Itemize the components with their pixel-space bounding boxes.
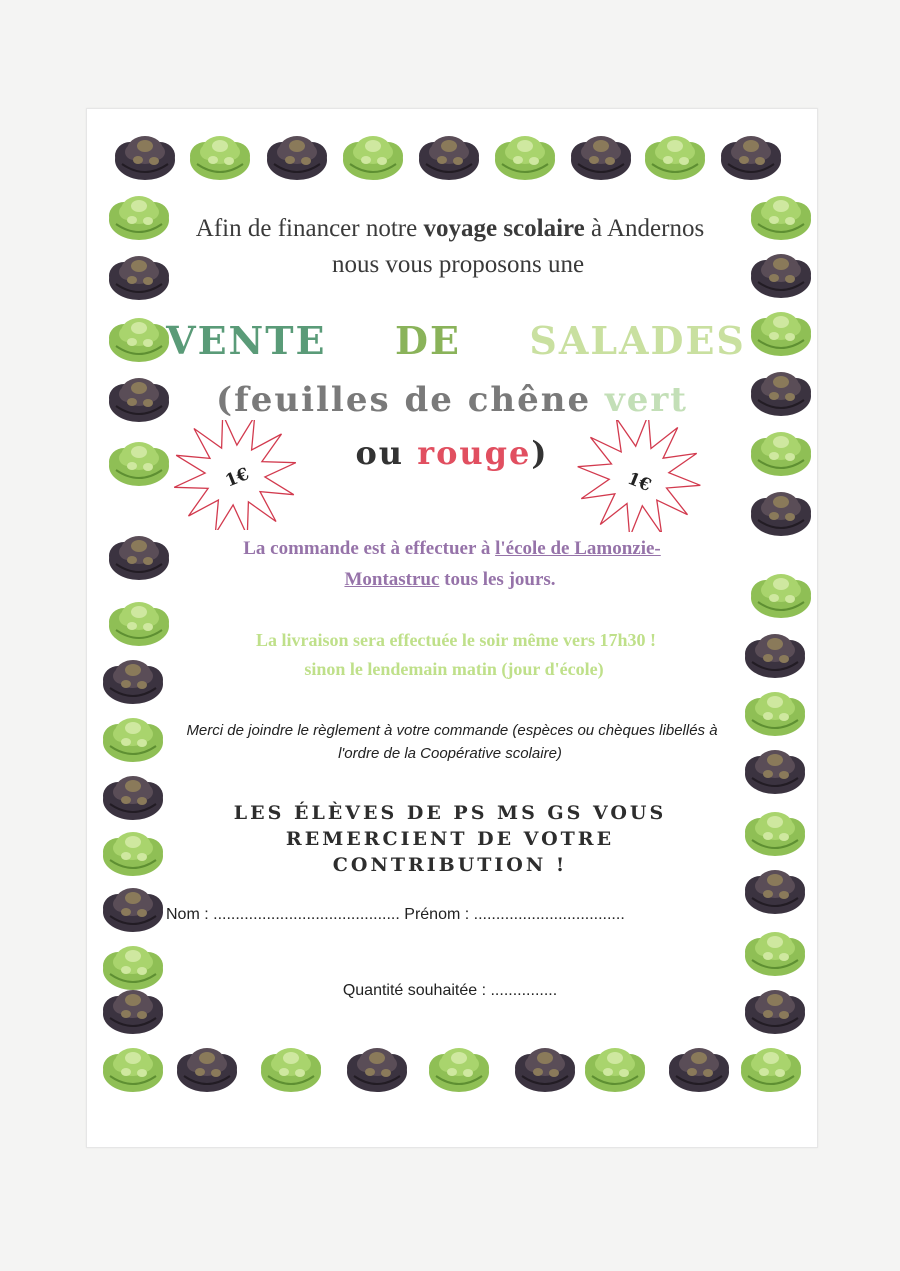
quantite-field: Quantité souhaitée : ............... (342, 982, 558, 999)
intro-pre: Afin de financer notre (195, 215, 424, 242)
red-oakleaf-lettuce-icon (98, 882, 168, 936)
subtitle-line-2 (2, 434, 900, 472)
commande-post: tous les jours. (439, 569, 556, 590)
green-lettuce-icon (98, 1042, 168, 1096)
eleves-line-2: REMERCIENT DE VOTRE (285, 828, 615, 850)
green-lettuce-icon (256, 1042, 326, 1096)
intro-line-2: nous vous proposons une (331, 251, 585, 278)
red-oakleaf-lettuce-icon (262, 130, 332, 184)
red-oakleaf-lettuce-icon (746, 486, 816, 540)
intro-post: à Andernos (584, 215, 705, 242)
subtitle-ou: ou (355, 434, 418, 472)
title-salades: SALADES (529, 318, 746, 363)
subtitle-line-1 (2, 380, 900, 420)
red-oakleaf-lettuce-icon (342, 1042, 412, 1096)
red-oakleaf-lettuce-icon (110, 130, 180, 184)
commande-ecole-link: l'école de Lamonzie- (495, 538, 661, 559)
commande-line-2 (0, 564, 900, 595)
nom-prenom-field: Nom : .......................................... Prénom : .................................. (166, 906, 625, 923)
green-lettuce-icon (736, 1042, 806, 1096)
red-oakleaf-lettuce-icon (414, 130, 484, 184)
commande-line-1 (2, 533, 900, 564)
eleves-line-3: CONTRIBUTION ! (332, 854, 568, 876)
green-lettuce-icon (424, 1042, 494, 1096)
merci-line-1: Merci de joindre le règlement à votre commande (espèces ou chèques libellés à (186, 722, 718, 739)
red-oakleaf-lettuce-icon (664, 1042, 734, 1096)
intro-line-1 (0, 212, 900, 245)
subtitle-vert: vert (604, 380, 688, 420)
eleves-line-1: LES ÉLÈVES DE PS MS GS VOUS (233, 802, 667, 824)
price-left: 1€ (222, 464, 253, 492)
livraison-line-2: sinon le lendemain matin (jour d'école) (304, 659, 604, 679)
commande-pre: La commande est à effectuer à (243, 538, 496, 559)
price-right: 1€ (624, 468, 654, 497)
green-lettuce-icon (740, 926, 810, 980)
subtitle-close: ) (531, 434, 549, 472)
green-lettuce-icon (580, 1042, 650, 1096)
green-lettuce-icon (338, 130, 408, 184)
intro-bold-voyage: voyage scolaire (423, 215, 585, 242)
red-oakleaf-lettuce-icon (172, 1042, 242, 1096)
title-de: DE (395, 318, 461, 363)
red-oakleaf-lettuce-icon (510, 1042, 580, 1096)
red-oakleaf-lettuce-icon (716, 130, 786, 184)
commande-montastruc: Montastruc (344, 569, 440, 590)
starburst-icon (170, 420, 300, 530)
title-vente: VENTE (166, 318, 327, 363)
green-lettuce-icon (185, 130, 255, 184)
merci-line-2: l'ordre de la Coopérative scolaire) (338, 745, 562, 762)
title-line (6, 318, 900, 363)
subtitle-feuilles: (feuilles de chêne (216, 380, 605, 420)
red-oakleaf-lettuce-icon (566, 130, 636, 184)
starburst-icon (574, 420, 704, 532)
livraison-line-1: La livraison sera effectuée le soir même vers 17h30 ! (255, 630, 657, 650)
subtitle-rouge: rouge (417, 434, 532, 472)
green-lettuce-icon (490, 130, 560, 184)
green-lettuce-icon (640, 130, 710, 184)
